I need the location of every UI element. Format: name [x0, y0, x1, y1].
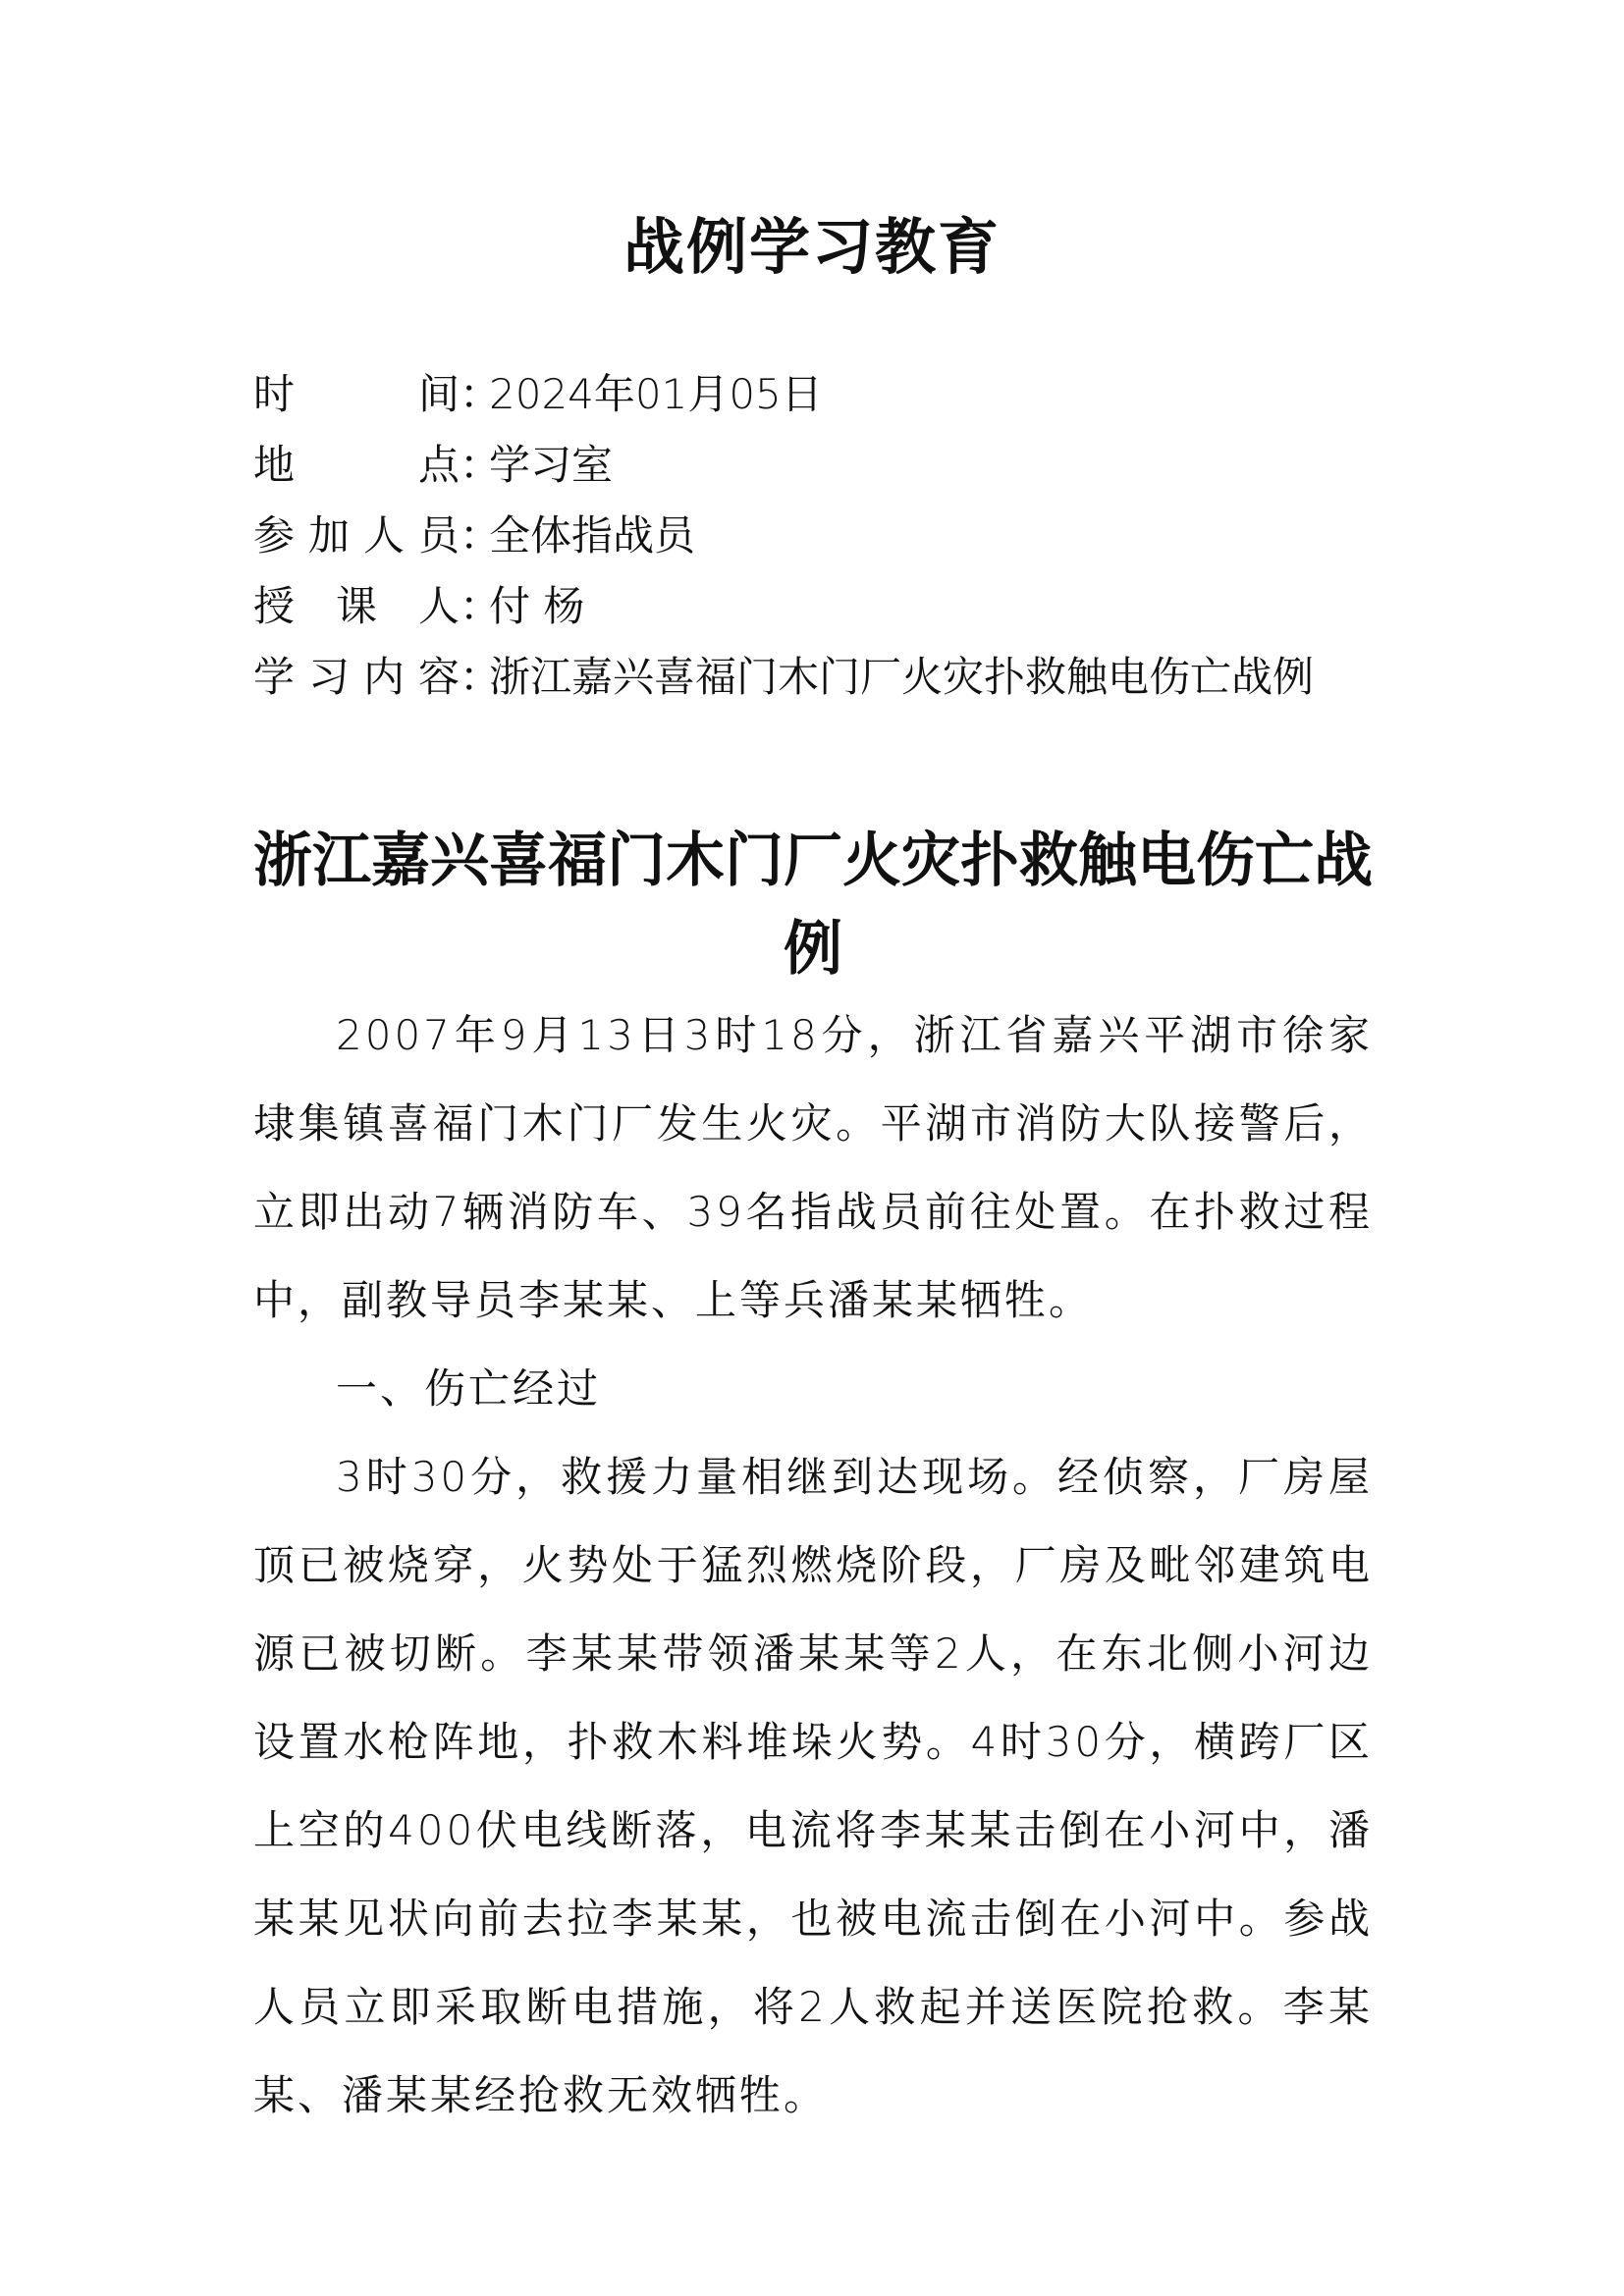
- article-body: [253, 991, 1373, 2140]
- meta-label-location: 地 点: [253, 441, 460, 489]
- meta-colon: ：: [460, 582, 502, 630]
- section-heading: 一、伤亡经过: [336, 1364, 602, 1413]
- document-title: 战例学习教育: [623, 211, 1001, 283]
- meta-value-time: 2024年01月05日: [489, 370, 823, 418]
- meta-row-time: [253, 359, 1432, 430]
- meta-value-attendees: 全体指战员: [489, 511, 696, 560]
- meta-colon: ：: [460, 653, 502, 701]
- section-paragraph: 3时30分，救援力量相继到达现场。经侦察，厂房屋顶已被烧穿，火势处于猛烈燃烧阶段，厂房及毗邻建筑电源已被切断。李某某带领潘某某等2人，在东北侧小河边设置水枪阵地，扑救木料堆垛火势。4时30分，横跨厂区上空的400伏电线断落，电流将李某某击倒在小河中，潘某某见状向前去拉李某某，也被电流击倒在小河中。参战人员立即采取断电措施，将2人救起并送医院抢救。李某某、潘某某经抢救无效牺牲。: [253, 1453, 1373, 2119]
- meta-value-content: 浙江嘉兴喜福门木门厂火灾扑救触电伤亡战例: [489, 653, 1315, 701]
- meta-label-time: 时 间: [253, 370, 460, 418]
- article-title: 浙江嘉兴喜福门木门厂火灾扑救触电伤亡战例: [253, 827, 1373, 984]
- meta-value-location: 学习室: [489, 441, 614, 489]
- meta-value-instructor: 付 杨: [489, 582, 585, 630]
- meta-row-content: [253, 642, 1432, 713]
- meta-label-content: 学习内容: [253, 653, 460, 701]
- meta-colon: ：: [460, 441, 502, 489]
- intro-paragraph: 2007年9月13日3时18分，浙江省嘉兴平湖市徐家埭集镇喜福门木门厂发生火灾。平湖市消防大队接警后，立即出动7辆消防车、39名指战员前往处置。在扑救过程中，副教导员李某某、上等兵潘某某牺牲。: [253, 1011, 1373, 1324]
- meta-row-instructor: [253, 571, 1432, 642]
- meta-label-attendees: 参加人员: [253, 511, 460, 560]
- meta-colon: ：: [460, 370, 502, 418]
- meta-row-attendees: [253, 501, 1432, 571]
- meta-colon: ：: [460, 511, 502, 560]
- meeting-info: [253, 359, 1432, 713]
- meta-row-location: [253, 430, 1432, 501]
- meta-label-instructor: 授 课 人: [253, 582, 460, 630]
